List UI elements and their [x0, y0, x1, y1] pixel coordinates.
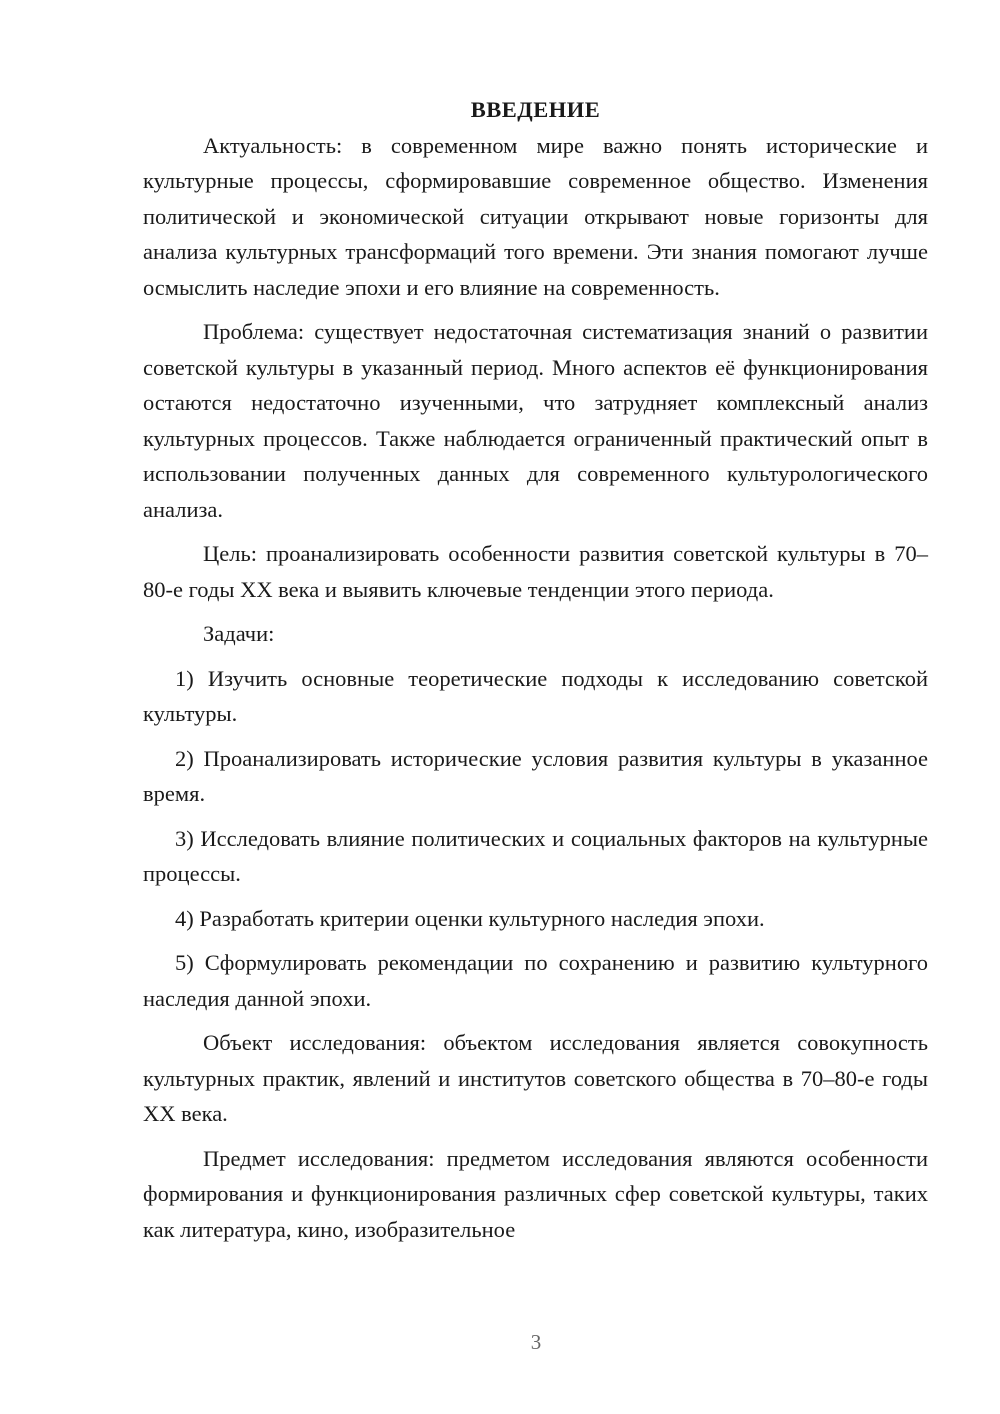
- page-number: 3: [530, 1330, 542, 1354]
- list-item: 4) Разработать критерии оценки культурного наследия эпохи.: [175, 905, 765, 931]
- object-paragraph: Объект исследования: объектом исследования является совокупность культурных практик, явлений и институтов советского общества в 70–80-е годы XX века.: [143, 1030, 928, 1126]
- problem-paragraph: Проблема: существует недостаточная систематизация знаний о развитии советской культуры в указанный период. Много аспектов её функционирования остаются недостаточно изученными, что затрудняет комплексный анализ культурных процессов. Также наблюдается ограниченный практический опыт в использовании полученных данных для современного культурологического анализа.: [143, 319, 928, 522]
- list-item: 5) Сформулировать рекомендации по сохранению и развитию культурного наследия данной эпохи.: [143, 950, 928, 1011]
- goal-paragraph: Цель: проанализировать особенности развития советской культуры в 70–80-е годы XX века и выявить ключевые тенденции этого периода.: [143, 541, 928, 602]
- list-item: 1) Изучить основные теоретические подходы к исследованию советской культуры.: [143, 665, 928, 726]
- page-body: [143, 92, 928, 1247]
- relevance-paragraph: Актуальность: в современном мире важно понять исторические и культурные процессы, сформировавшие современное общество. Изменения политической и экономической ситуации открывают новые горизонты для анализа культурных трансформаций того времени. Эти знания помогают лучше осмыслить наследие эпохи и его влияние на современность.: [143, 132, 928, 300]
- page-title: ВВЕДЕНИЕ: [470, 97, 601, 122]
- tasks-label: Задачи:: [203, 621, 275, 646]
- list-item: 2) Проанализировать исторические условия развития культуры в указанное время.: [143, 745, 928, 806]
- list-item: 3) Исследовать влияние политических и социальных факторов на культурные процессы.: [143, 825, 928, 886]
- subject-paragraph: Предмет исследования: предметом исследования являются особенности формирования и функционирования различных сфер советской культуры, таких как литература, кино, изобразительное: [143, 1145, 928, 1242]
- tasks-list: [143, 661, 928, 1017]
